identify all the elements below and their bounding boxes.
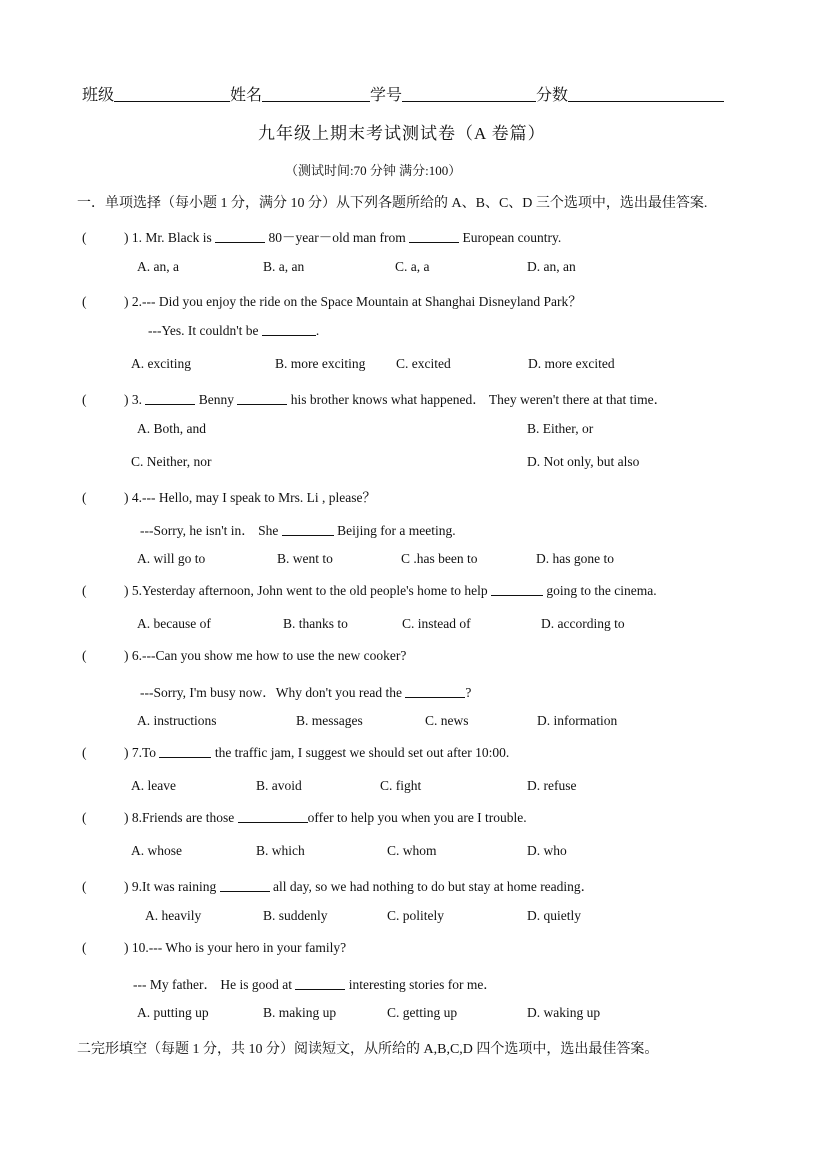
question-9: ( ) 9.It was raining all day, so we had nothing to do but stay at home reading． [82, 879, 595, 894]
class-field[interactable] [114, 85, 230, 102]
section-1-instructions: 一．单项选择（每小题 1 分，满分 10 分）从下列各题所给的 A、B、C、D 三个选项中，选出最佳答案. [77, 196, 708, 211]
option-c: C. a, a [395, 259, 430, 274]
blank [237, 392, 287, 405]
question-5: ( ) 5.Yesterday afternoon, John went to the old people's home to help going to the cinema. [82, 583, 657, 598]
option-b: B. a, an [263, 259, 305, 274]
section-2-instructions: 二完形填空（每题 1 分，共 10 分）阅读短文，从所给的 A,B,C,D 四个选项中，选出最佳答案。 [77, 1042, 659, 1057]
answer-paren[interactable]: ( [82, 230, 87, 245]
question-2: ( ) 2.--- Did you enjoy the ride on the Space Mountain at Shanghai Disneyland Park？ [82, 294, 582, 309]
question-1: ( ) 1. Mr. Black is 80－year－old man from European country. [82, 230, 562, 245]
blank [262, 323, 316, 336]
option-b: B. making up [263, 1005, 337, 1020]
question-4: ( ) 4.--- Hello, may I speak to Mrs. Li , please？ [82, 490, 376, 505]
student-info-line [82, 82, 724, 105]
option-b: B. thanks to [283, 616, 348, 631]
option-a: A. putting up [137, 1005, 209, 1020]
score-field[interactable] [568, 85, 724, 102]
blank [409, 230, 459, 243]
answer-paren[interactable]: ( [82, 648, 87, 663]
option-c: C .has been to [401, 551, 478, 566]
option-a: A. an, a [137, 259, 179, 274]
option-d: D. waking up [527, 1005, 601, 1020]
option-d: D. who [527, 843, 567, 858]
id-label: 学号 [370, 87, 403, 104]
exam-subtitle: （测试时间:70 分钟 满分:100） [285, 163, 462, 178]
answer-paren[interactable]: ( [82, 879, 87, 894]
blank [491, 583, 543, 596]
question-3: ( ) 3. Benny his brother knows what happened． They weren't there at that time． [82, 392, 668, 407]
option-c: C. fight [380, 778, 422, 793]
option-d: D. has gone to [536, 551, 614, 566]
option-d: D. refuse [527, 778, 577, 793]
option-d: D. information [537, 713, 618, 728]
option-a: A. heavily [145, 908, 202, 923]
question-4-reply: ---Sorry, he isn't in． She Beijing for a meeting. [140, 523, 456, 538]
blank [159, 745, 211, 758]
blank [405, 685, 465, 698]
answer-paren[interactable]: ( [82, 745, 87, 760]
option-a: A. exciting [131, 356, 191, 371]
answer-paren[interactable]: ( [82, 583, 87, 598]
option-d: D. more excited [528, 356, 615, 371]
option-c: C. getting up [387, 1005, 458, 1020]
question-6-reply: ---Sorry, I'm busy now．Why don't you read the ? [140, 685, 472, 700]
option-b: B. messages [296, 713, 363, 728]
option-c: C. news [425, 713, 469, 728]
question-8: ( ) 8.Friends are those offer to help you when you are I trouble. [82, 810, 527, 825]
option-c: C. Neither, nor [131, 454, 212, 469]
option-a: A. whose [131, 843, 182, 858]
option-b: B. went to [277, 551, 333, 566]
question-6: ( ) 6.---Can you show me how to use the new cooker? [82, 648, 407, 663]
option-b: B. which [256, 843, 305, 858]
class-label: 班级 [82, 87, 115, 104]
name-field[interactable] [262, 85, 370, 102]
student-id-field[interactable] [402, 85, 536, 102]
option-a: A. because of [137, 616, 211, 631]
answer-paren[interactable]: ( [82, 490, 87, 505]
score-label: 分数 [536, 87, 569, 104]
name-label: 姓名 [230, 87, 263, 104]
option-b: B. suddenly [263, 908, 328, 923]
option-a: A. will go to [137, 551, 206, 566]
blank [220, 879, 270, 892]
answer-paren[interactable]: ( [82, 294, 87, 309]
option-d: D. an, an [527, 259, 576, 274]
blank [215, 230, 265, 243]
option-b: B. avoid [256, 778, 302, 793]
question-10: ( ) 10.--- Who is your hero in your family? [82, 940, 347, 955]
option-a: A. instructions [137, 713, 217, 728]
answer-paren[interactable]: ( [82, 810, 87, 825]
question-10-reply: --- My father． He is good at interesting stories for me． [133, 977, 497, 992]
answer-paren[interactable]: ( [82, 392, 87, 407]
option-c: C. whom [387, 843, 437, 858]
question-2-reply: ---Yes. It couldn't be . [148, 323, 320, 338]
option-d: D. quietly [527, 908, 581, 923]
answer-paren[interactable]: ( [82, 940, 87, 955]
option-c: C. excited [396, 356, 451, 371]
exam-title: 九年级上期末考试测试卷（A 卷篇） [258, 124, 546, 143]
blank [282, 523, 334, 536]
blank [238, 810, 308, 823]
option-b: B. more exciting [275, 356, 366, 371]
question-7: ( ) 7.To the traffic jam, I suggest we should set out after 10:00. [82, 745, 510, 760]
option-a: A. Both, and [137, 421, 206, 436]
blank [295, 977, 345, 990]
option-c: C. instead of [402, 616, 471, 631]
option-d: D. Not only, but also [527, 454, 640, 469]
blank [145, 392, 195, 405]
option-d: D. according to [541, 616, 625, 631]
option-c: C. politely [387, 908, 444, 923]
option-b: B. Either, or [527, 421, 594, 436]
option-a: A. leave [131, 778, 176, 793]
